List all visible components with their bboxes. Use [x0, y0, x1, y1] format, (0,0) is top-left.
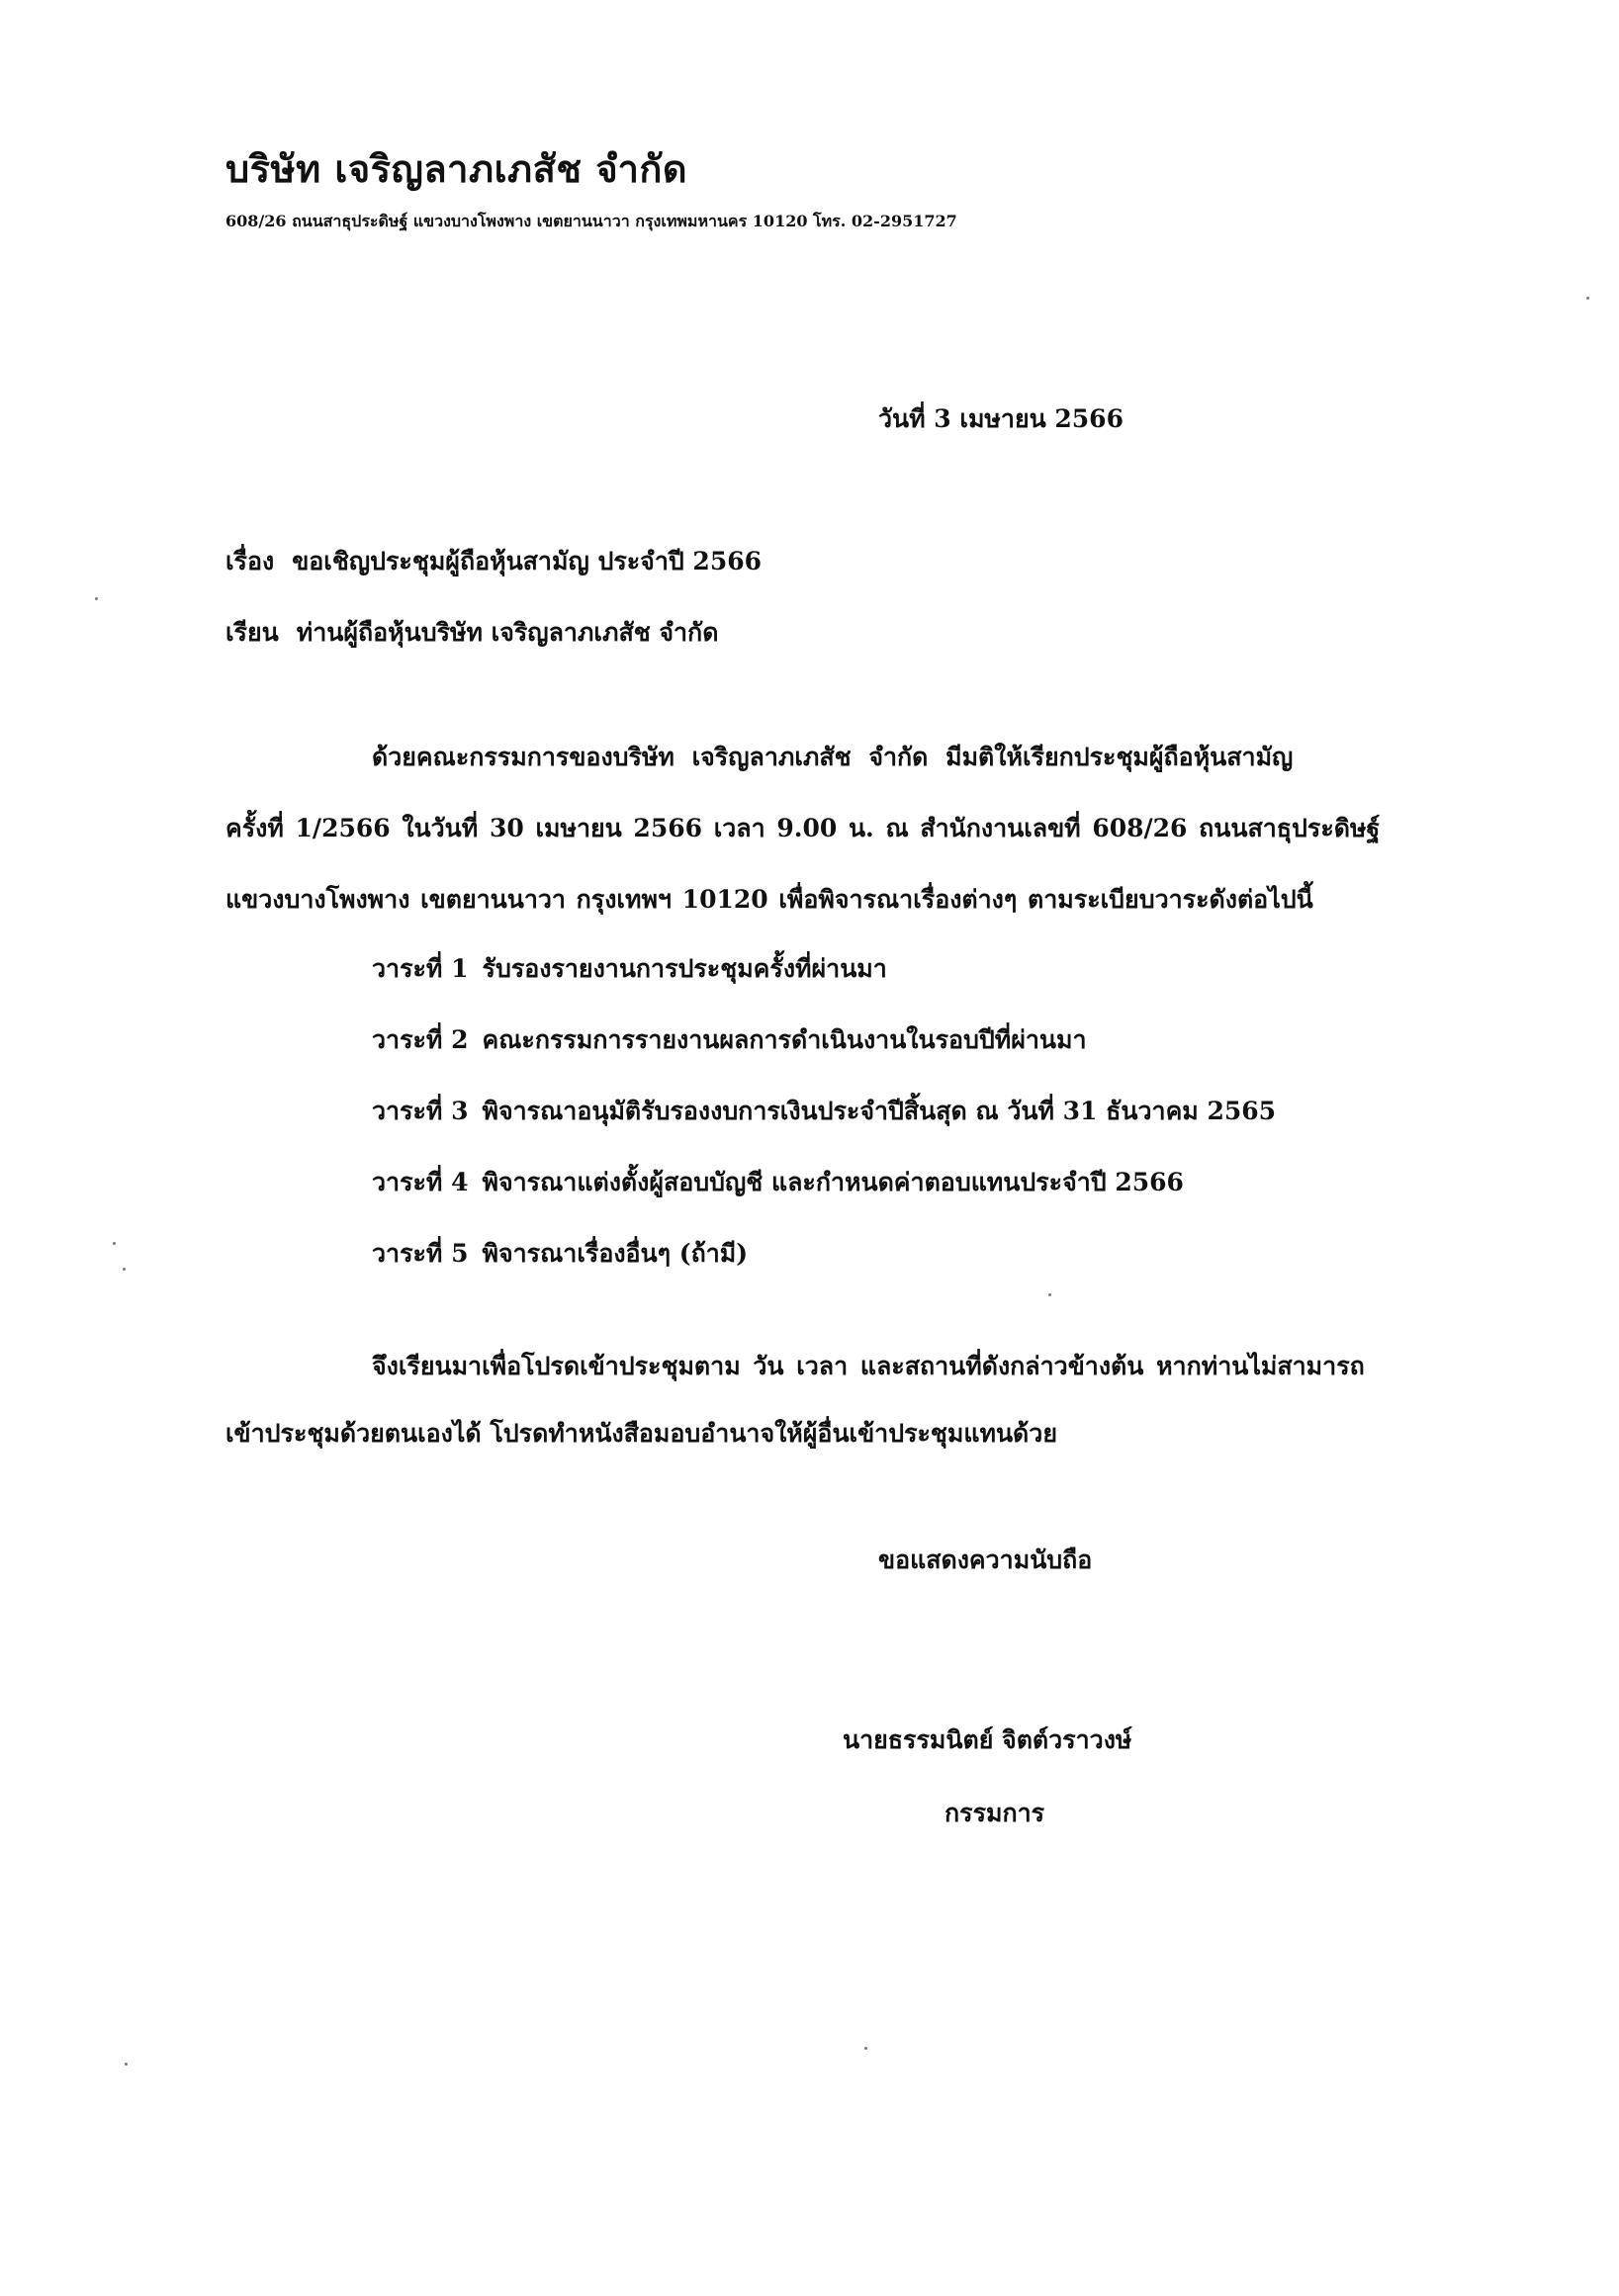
agenda-text: รับรองรายงานการประชุมครั้งที่ผ่านมา: [482, 954, 887, 983]
agenda-number: วาระที่ 2: [372, 1025, 469, 1054]
agenda-text: พิจารณาเรื่องอื่นๆ (ถ้ามี): [482, 1239, 749, 1268]
agenda-item: [372, 1020, 1087, 1060]
agenda-item: [372, 1163, 1184, 1202]
subject-text: ขอเชิญประชุมผู้ถือหุ้นสามัญ ประจำปี 2566: [292, 547, 763, 575]
company-address: 608/26 ถนนสาธุประดิษฐ์ แขวงบางโพงพาง เขตยานนาวา กรุงเทพมหานคร 10120 โทร. 02-2951727: [225, 212, 957, 230]
agenda-item: [372, 1234, 748, 1274]
signer-name: นายธรรมนิตย์ จิตต์วราวงษ์: [843, 1725, 1132, 1754]
scan-speck: [1586, 297, 1589, 300]
scan-speck: [123, 1268, 126, 1271]
agenda-text: พิจารณาอนุมัติรับรองงบการเงินประจำปีสิ้นสุด ณ วันที่ 31 ธันวาคม 2565: [482, 1097, 1277, 1125]
agenda-item: [372, 949, 887, 989]
agenda-text: พิจารณาแต่งตั้งผู้สอบบัญชี และกำหนดค่าตอบแทนประจำปี 2566: [482, 1168, 1184, 1196]
signer-title: กรรมการ: [944, 1799, 1045, 1827]
body-paragraph-line-3: แขวงบางโพงพาง เขตยานนาวา กรุงเทพฯ 10120 เพื่อพิจารณาเรื่องต่างๆ ตามระเบียบวาระดังต่อไปนี้: [225, 885, 1313, 914]
agenda-number: วาระที่ 4: [372, 1168, 469, 1196]
agenda-number: วาระที่ 3: [372, 1097, 469, 1125]
agenda-number: วาระที่ 1: [372, 954, 469, 983]
subject-line: [225, 542, 762, 581]
scan-speck: [95, 597, 98, 600]
body-paragraph-line-1: ด้วยคณะกรรมการของบริษัท เจริญลาภเภสัช จำกัด มีมติให้เรียกประชุมผู้ถือหุ้นสามัญ: [372, 743, 1294, 771]
company-name: บริษัท เจริญลาภเภสัช จำกัด: [225, 146, 688, 191]
scan-speck: [864, 2047, 867, 2050]
agenda-item: [372, 1092, 1276, 1131]
body-paragraph-line-2: ครั้งที่ 1/2566 ในวันที่ 30 เมษายน 2566 เวลา 9.00 น. ณ สำนักงานเลขที่ 608/26 ถนนสาธุประดิษฐ์: [225, 814, 1381, 842]
signoff: ขอแสดงความนับถือ: [878, 1545, 1093, 1574]
addressee-line: [225, 613, 718, 653]
subject-label: เรื่อง: [225, 547, 275, 575]
scan-speck: [125, 2063, 128, 2066]
agenda-number: วาระที่ 5: [372, 1239, 469, 1268]
closing-paragraph-line-2: เข้าประชุมด้วยตนเองได้ โปรดทำหนังสือมอบอำนาจให้ผู้อื่นเข้าประชุมแทนด้วย: [225, 1419, 1057, 1448]
addressee-text: ท่านผู้ถือหุ้นบริษัท เจริญลาภเภสัช จำกัด: [296, 618, 719, 647]
addressee-label: เรียน: [225, 618, 279, 647]
scan-speck: [113, 1242, 116, 1245]
agenda-text: คณะกรรมการรายงานผลการดำเนินงานในรอบปีที่ผ่านมา: [482, 1025, 1087, 1054]
closing-paragraph-line-1: จึงเรียนมาเพื่อโปรดเข้าประชุมตาม วัน เวลา และสถานที่ดังกล่าวข้างต้น หากท่านไม่สามารถ: [372, 1352, 1365, 1380]
letter-date: วันที่ 3 เมษายน 2566: [878, 404, 1124, 433]
scan-speck: [1048, 1293, 1051, 1296]
